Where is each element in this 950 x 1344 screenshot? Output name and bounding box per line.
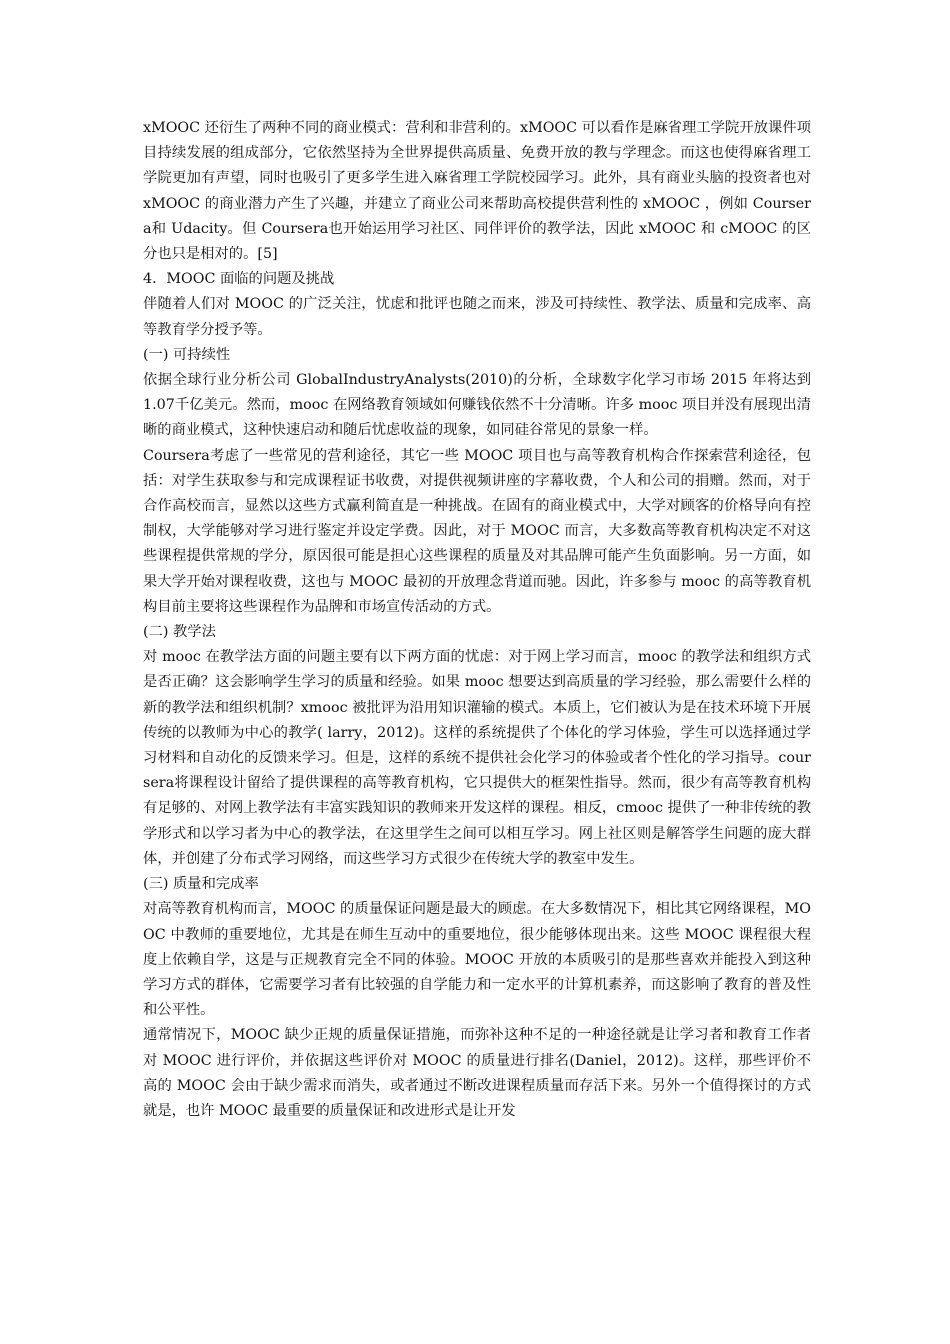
- section-heading-mooc-challenges: 4．MOOC 面临的问题及挑战: [143, 271, 335, 288]
- paragraph-sustainability-market: 依据全球行业分析公司 GlobalIndustryAnalysts(2010)的分析，全球数字化学习市场 2015 年将达到 1.07千亿美元。然而，mooc 在网络教育领域如何赚钱依然不十分清晰。许多 mooc 项目并没有展现出清晰的商业模式，这种快速启动和随后忧虑收益的现象，如同硅谷常见的景象一样。: [143, 372, 811, 439]
- paragraph-quality-assurance: 通常情况下，MOOC 缺少正规的质量保证措施，而弥补这种不足的一种途径就是让学习者和教育工作者对 MOOC 进行评价，并依据这些评价对 MOOC 的质量进行排名(Daniel，2012)。这样，那些评价不高的 MOOC 会由于缺少需求而消失，或者通过不断改进课程质量而存活下来。另外一个值得探讨的方式就是，也许 MOOC 最重要的质量保证和改进形式是让开发: [143, 1027, 811, 1119]
- subsection-heading-quality-completion: (三) 质量和完成率: [143, 876, 259, 893]
- paragraph-pedagogy: 对 mooc 在教学法方面的问题主要有以下两方面的忧虑：对于网上学习而言，mooc 的教学法和组织方式是否正确？这会影响学生学习的质量和经验。如果 mooc 想要达到高质量的学习经验，那么需要什么样的新的教学法和组织机制？xmooc 被批评为沿用知识灌输的模式。本质上，它们被认为是在技术环境下开展传统的以教师为中心的教学( larry，2012)。这样的系统提供了个体化的学习体验，学生可以选择通过学习材料和自动化的反馈来学习。但是，这样的系统不提供社会化学习的体验或者个性化的学习指导。coursera将课程设计留给了提供课程的高等教育机构，它只提供大的框架性指导。然而，很少有高等教育机构有足够的、对网上教学法有丰富实践知识的教师来开发这样的课程。相反，cmooc 提供了一种非传统的教学形式和以学习者为中心的教学法，在这里学生之间可以相互学习。网上社区则是解答学生问题的庞大群体，并创建了分布式学习网络，而这些学习方式很少在传统大学的教室中发生。: [143, 649, 811, 867]
- subsection-heading-sustainability: (一) 可持续性: [143, 346, 231, 363]
- document-page: [143, 116, 811, 1124]
- paragraph-quality-concerns: 对高等教育机构而言，MOOC 的质量保证问题是最大的顾虑。在大多数情况下，相比其它网络课程，MOOC 中教师的重要地位，尤其是在师生互动中的重要地位，很少能够体现出来。这些 MOOC 课程很大程度上依赖自学，这是与正规教育完全不同的体验。MOOC 开放的本质吸引的是那些喜欢并能投入到这种学习方式的群体，它需要学习者有比较强的自学能力和一定水平的计算机素养，而这影响了教育的普及性和公平性。: [143, 901, 811, 1019]
- paragraph-challenges-intro: 伴随着人们对 MOOC 的广泛关注，忧虑和批评也随之而来，涉及可持续性、教学法、质量和完成率、高等教育学分授予等。: [143, 296, 811, 338]
- subsection-heading-pedagogy: (二) 教学法: [143, 624, 216, 641]
- paragraph-xmooc-business-models: xMOOC 还衍生了两种不同的商业模式：营利和非营利的。xMOOC 可以看作是麻省理工学院开放课件项目持续发展的组成部分，它依然坚持为全世界提供高质量、免费开放的教与学理念。而这也使得麻省理工学院更加有声望，同时也吸引了更多学生进入麻省理工学院校园学习。此外，具有商业头脑的投资者也对 xMOOC 的商业潜力产生了兴趣，并建立了商业公司来帮助高校提供营利性的 xMOOC ，例如 Coursera和 Udacity。但 Coursera也开始运用学习社区、同伴评价的教学法，因此 xMOOC 和 cMOOC 的区分也只是相对的。[5]: [143, 120, 811, 263]
- paragraph-sustainability-revenue: Coursera考虑了一些常见的营利途径，其它一些 MOOC 项目也与高等教育机构合作探索营利途径，包括：对学生获取参与和完成课程证书收费，对提供视频讲座的字幕收费，个人和公司的捐赠。然而，对于合作高校而言，显然以这些方式赢利简直是一种挑战。在固有的商业模式中，大学对顾客的价格导向有控制权，大学能够对学习进行鉴定并设定学费。因此，对于 MOOC 而言，大多数高等教育机构决定不对这些课程提供常规的学分，原因很可能是担心这些课程的质量及对其品牌可能产生负面影响。另一方面，如果大学开始对课程收费，这也与 MOOC 最初的开放理念背道而驰。因此，许多参与 mooc 的高等教育机构目前主要将这些课程作为品牌和市场宣传活动的方式。: [143, 447, 811, 615]
